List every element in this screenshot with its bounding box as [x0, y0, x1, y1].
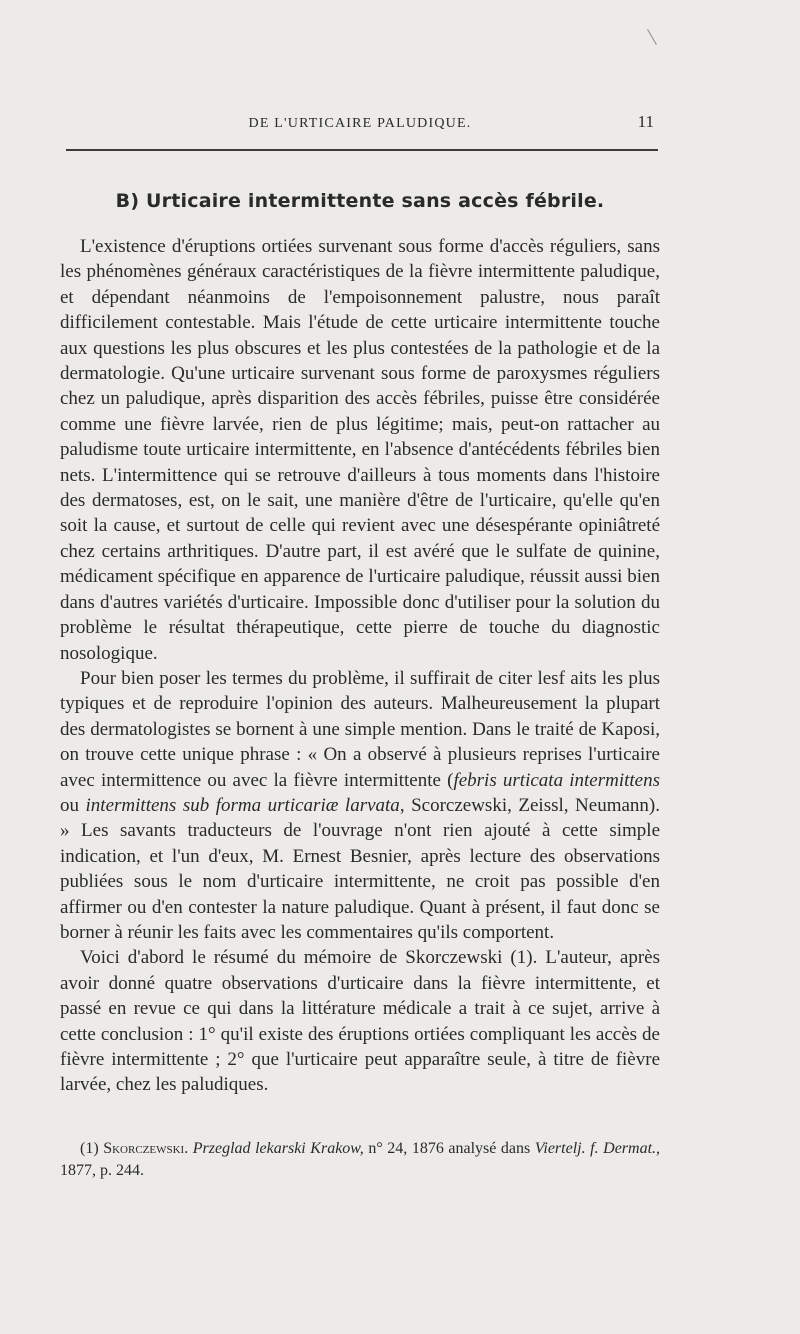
paragraph-2-text-c: , Scorczewski, Zeissl, Neumann). » Les savants traducteurs de l'ouvrage n'ont rien ajouté à cette simple indication, et l'un d'eux, M. Ernest Besnier, après lecture des observations publiées sous le nom d'urticaire intermittente, ne croit pas possible d'en affirmer ou d'en contester la nature paludique. Quant à présent, il faut donc se borner à réunir les faits avec les commentaires qu'ils comportent.: [60, 794, 660, 943]
paragraph-2-text-b: ou: [60, 794, 86, 816]
footnote-reference: Viertelj. f. Dermat.,: [534, 1140, 661, 1157]
footnote-details: n° 24, 1876 analysé dans: [363, 1140, 535, 1157]
paragraph-2: [60, 666, 660, 945]
paragraph-3: Voici d'abord le résumé du mémoire de Skorczewski (1). L'auteur, après avoir donné quatre observations d'urticaire dans la fièvre intermittente, et passé en revue ce qui dans la littérature médicale a trait à ce sujet, arrive à cette conclusion : 1° qu'il existe des éruptions ortiées compliquant les accès de fièvre intermittente ; 2° que l'urticaire peut apparaître seule, à titre de fièvre larvée, chez les paludiques.: [60, 947, 660, 1096]
page-header: [60, 112, 660, 136]
section-title: B) Urticaire intermittente sans accès fébrile.: [115, 190, 605, 212]
stray-pen-mark: [640, 29, 657, 49]
latin-term-1: febris urticata intermittens: [453, 769, 661, 791]
footnote-marker: (1): [80, 1140, 104, 1157]
paragraph-2-text-a: Pour bien poser les termes du problème, il suffirait de citer lesf aits les plus typiques et de reproduire l'opinion des auteurs. Malheureusement la plupart des dermatologistes se bornent à une simple mention. Dans le traité de Kaposi, on trouve cette unique phrase : « On a observé à plusieurs reprises l'urticaire avec intermittence ou avec la fièvre intermittente (: [60, 667, 660, 791]
footnote: [60, 1138, 660, 1182]
paragraph-1: L'existence d'éruptions ortiées survenant sous forme d'accès réguliers, sans les phénomènes généraux caractéristiques de la fièvre intermittente paludique, et dépendant néanmoins de l'empoisonnement palustre, nous paraît difficilement contestable. Mais l'étude de cette urticaire intermittente touche aux questions les plus obscures et les plus contestées de la pathologie et de la dermatologie. Qu'une urticaire survenant sous forme de paroxysmes réguliers chez un paludique, après disparition des accès fébriles, puisse être considérée comme une fièvre larvée, rien de plus légitime; mais, peut-on rattacher au paludisme toute urticaire intermittente, en l'absence d'antécédents fébriles bien nets. L'intermittence qui se retrouve d'ailleurs à tous moments dans l'histoire des dermatoses, est, on le sait, une manière d'être de l'urticaire, qu'elle qu'en soit la cause, et surtout de celle qui revient avec une désespérante opiniâtreté chez certains arthritiques. D'autre part, il est avéré que le sulfate de quinine, médicament spécifique en apparence de l'urticaire paludique, réussit aussi bien dans d'autres variétés d'urticaire. Impossible donc d'utiliser pour la solution du problème le résultat thérapeutique, cette pierre de touche du diagnostic nosologique.: [60, 236, 660, 664]
footnote-author: Skorczewski.: [103, 1140, 189, 1157]
latin-term-2: intermittens sub forma urticariæ larvata: [85, 794, 400, 816]
body-text: [60, 234, 660, 1098]
header-rule: [66, 149, 658, 151]
footnote-journal: Przeglad lekarski Krakow,: [188, 1140, 364, 1157]
page-number: 11: [637, 112, 654, 131]
running-head: DE L'URTICAIRE PALUDIQUE.: [248, 116, 472, 131]
footnote-tail: 1877, p. 244.: [60, 1162, 144, 1179]
